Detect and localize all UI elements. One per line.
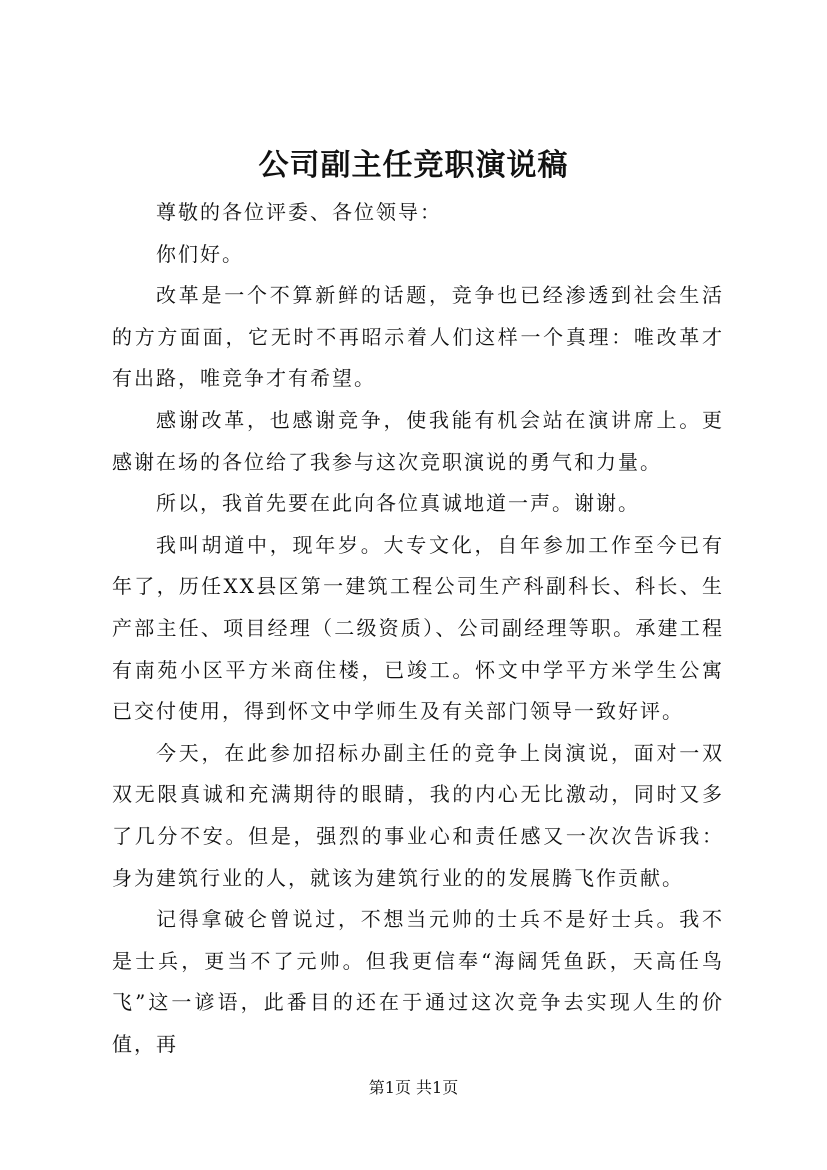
paragraph: 记得拿破仑曾说过，不想当元帅的士兵不是好士兵。我不是士兵，更当不了元帅。但我更信奉“海阔凭鱼跃，天高任鸟飞”这一谚语，此番目的还在于通过这次竞争去实现人生的价值，再 — [112, 907, 724, 1056]
paragraph: 改革是一个不算新鲜的话题，竞争也已经渗透到社会生活的方方面面，它无时不再昭示着人们这样一个真理：唯改革才有出路，唯竞争才有希望。 — [112, 283, 724, 391]
document-body — [112, 192, 724, 1065]
paragraph: 所以，我首先要在此向各位真诚地道一声。谢谢。 — [156, 491, 640, 516]
paragraph: 感谢改革，也感谢竞争，使我能有机会站在演讲席上。更感谢在场的各位给了我参与这次竞职演说的勇气和力量。 — [112, 407, 724, 474]
paragraph: 今天，在此参加招标办副主任的竞争上岗演说，面对一双双无限真诚和充满期待的眼睛，我的内心无比激动，同时又多了几分不安。但是，强烈的事业心和责任感又一次次告诉我：身为建筑行业的人，就该为建筑行业的的发展腾飞作贡献。 — [112, 740, 724, 890]
page-footer: 第1页 共1页 — [368, 1078, 459, 1097]
paragraph-greeting: 你们好。 — [156, 241, 244, 266]
paragraph-salutation: 尊敬的各位评委、各位领导： — [156, 200, 442, 224]
document-title: 公司副主任竞职演说稿 — [258, 148, 569, 183]
paragraph: 我叫胡道中，现年岁。大专文化，自年参加工作至今已有年了，历任XX县区第一建筑工程公司生产科副科长、科长、生产部主任、项目经理（二级资质）、公司副经理等职。承建工程有南苑小区平方米商住楼，已竣工。怀文中学平方米学生公寓已交付使用，得到怀文中学师生及有关部门领导一致好评。 — [112, 532, 724, 724]
